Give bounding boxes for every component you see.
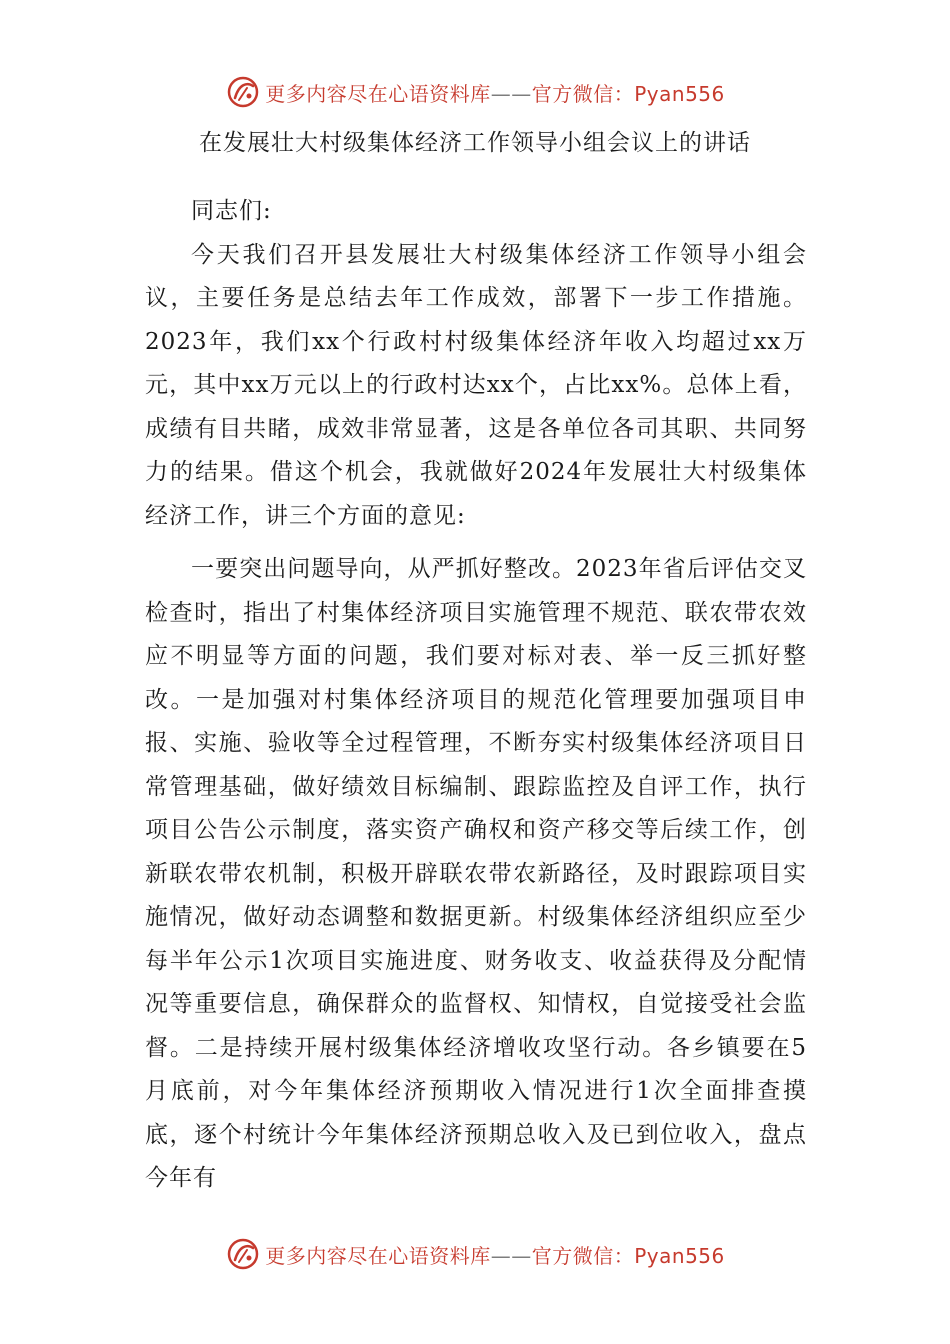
header-dash: —— bbox=[490, 81, 532, 106]
document-body bbox=[145, 150, 807, 1201]
paragraph-2: 一要突出问题导向，从严抓好整改。2023年省后评估交叉检查时，指出了村集体经济项目实施管理不规范、联农带农效应不明显等方面的问题，我们要对标对表、举一反三抓好整改。一是加强对村集体经济项目的规范化管理要加强项目申报、实施、验收等全过程管理，不断夯实村级集体经济项目日常管理基础，做好绩效目标编制、跟踪监控及自评工作，执行项目公告公示制度，落实资产确权和资产移交等后续工作，创新联农带农机制，积极开辟联农带农新路径，及时跟踪项目实施情况，做好动态调整和数据更新。村级集体经济组织应至少每半年公示1次项目实施进度、财务收支、收益获得及分配情况等重要信息，确保群众的监督权、知情权，自觉接受社会监督。二是持续开展村级集体经济增收攻坚行动。各乡镇要在5月底前，对今年集体经济预期收入情况进行1次全面排查摸底，逐个村统计今年集体经济预期总收入及已到位收入，盘点今年有 bbox=[145, 556, 807, 1191]
brand-logo-icon bbox=[225, 1236, 261, 1272]
footer-wechat-id: Pyan556 bbox=[634, 1243, 725, 1268]
footer-banner-text bbox=[265, 1240, 725, 1269]
footer-wechat-label: 官方微信： bbox=[531, 1243, 635, 1268]
header-wechat-id: Pyan556 bbox=[634, 81, 725, 106]
brand-logo-icon bbox=[225, 74, 261, 110]
header-wechat-label: 官方微信： bbox=[531, 81, 635, 106]
footer-banner bbox=[0, 1234, 950, 1274]
header-banner-text bbox=[265, 78, 725, 107]
document-title: 在发展壮大村级集体经济工作领导小组会议上的讲话 bbox=[199, 130, 751, 156]
footer-brand: 更多内容尽在心语资料库 bbox=[265, 1243, 491, 1268]
paragraph-1: 今天我们召开县发展壮大村级集体经济工作领导小组会议，主要任务是总结去年工作成效，部署下一步工作措施。2023年，我们xx个行政村村级集体经济年收入均超过xx万元，其中xx万元以上的行政村达xx个，占比xx%。总体上看，成绩有目共睹，成效非常显著，这是各单位各司其职、共同努力的结果。借这个机会，我就做好2024年发展壮大村级集体经济工作，讲三个方面的意见: bbox=[145, 241, 807, 529]
footer-dash: —— bbox=[490, 1243, 532, 1268]
header-banner bbox=[0, 72, 950, 112]
salutation: 同志们: bbox=[191, 198, 272, 224]
header-brand: 更多内容尽在心语资料库 bbox=[265, 81, 491, 106]
